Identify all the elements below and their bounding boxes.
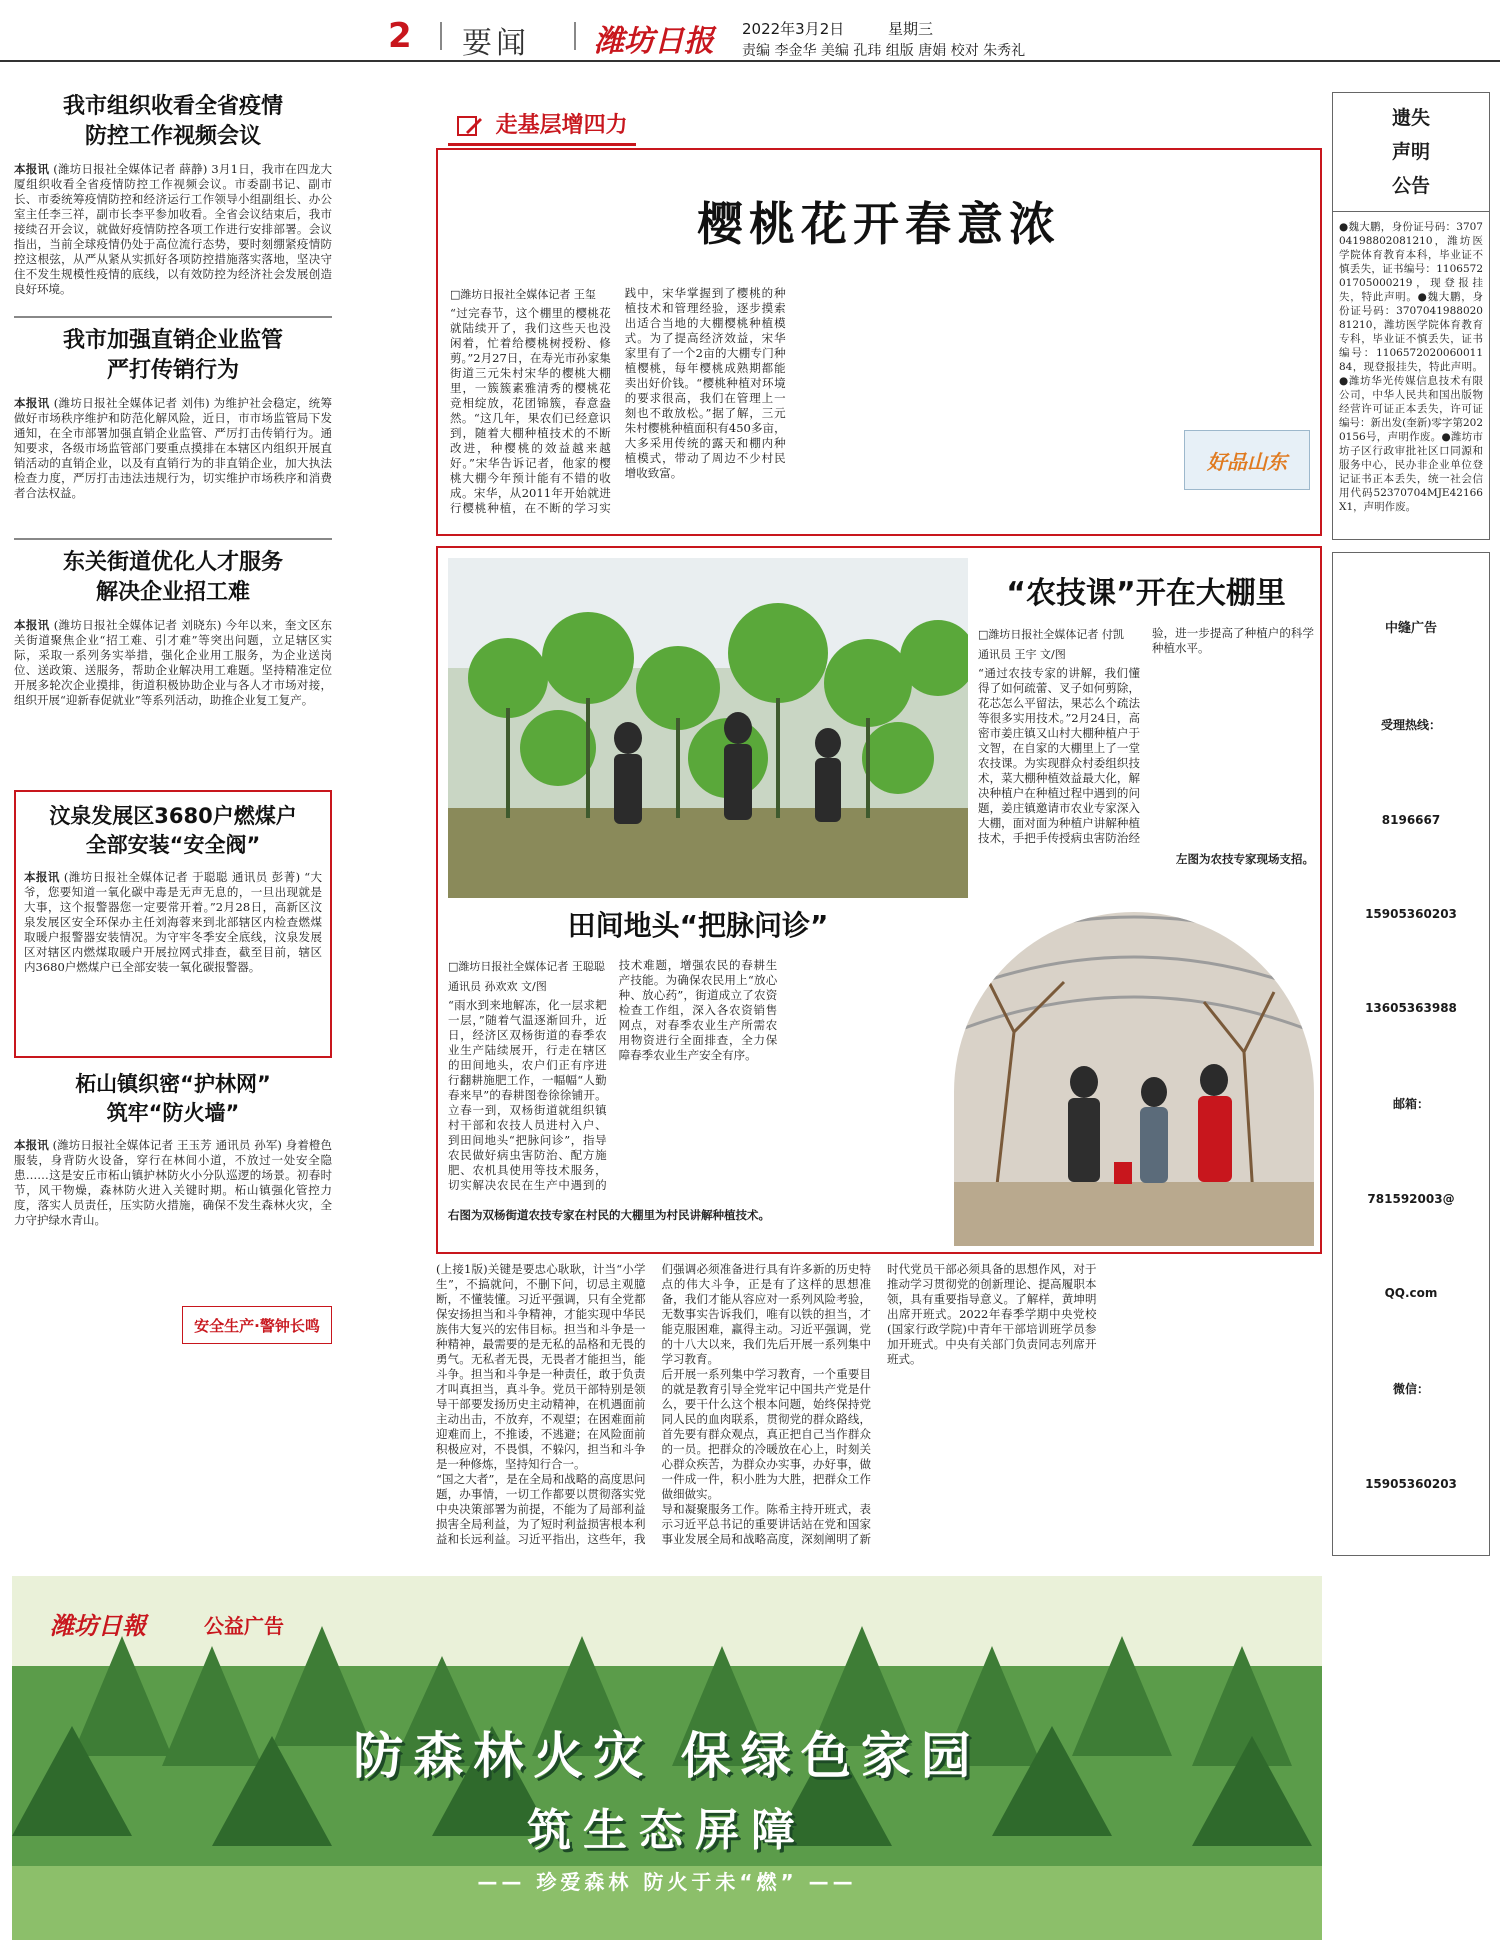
phone-number: 8196667 bbox=[1381, 813, 1441, 827]
photo-orchard-experts bbox=[448, 558, 968, 898]
article-cherry-blossom bbox=[436, 148, 1322, 536]
article-title: 东关街道优化人才服务 解决企业招工难 bbox=[62, 550, 283, 605]
ad-title: 中缝广告 bbox=[1384, 621, 1437, 636]
left-column bbox=[14, 92, 332, 1548]
phone-number: 15905360203 bbox=[1365, 907, 1457, 921]
banner-slogan-sub: 筑生态屏障 bbox=[527, 1805, 807, 1856]
article-forest-protection bbox=[14, 1070, 332, 1370]
divider bbox=[14, 538, 332, 540]
safety-stamp: 安全生产·警钟长鸣 bbox=[182, 1306, 332, 1344]
banner-tag: 公益广告 bbox=[204, 1614, 284, 1638]
article-body: 本报讯 (潍坊日报社全媒体记者 于聪聪 通讯员 彭菁) “大爷，您要知道一氧化碳中毒是无声无息的，一旦出现就是大事，这个报警器您一定要常开着。”2月28日，高新区汶泉发展区安全环保办主任刘海蓉来到北部辖区内检查燃煤取暖户报警器安装情况。为守牢冬季安全底线，汶泉发展区对辖区内燃煤取暖户开展拉网式排查，截至目前，辖区内3680户燃煤户已全部安装一氧化碳报警器。 bbox=[24, 870, 323, 974]
article-epidemic-meeting bbox=[14, 92, 332, 312]
public-service-banner bbox=[12, 1576, 1322, 1940]
article-title: “农技课”开在大棚里 bbox=[1006, 576, 1286, 611]
article-talent-service bbox=[14, 548, 332, 784]
article-group-agriculture bbox=[436, 546, 1322, 1254]
article-direct-sales bbox=[14, 326, 332, 534]
article-title: 我市组织收看全省疫情 防控工作视频会议 bbox=[62, 94, 283, 149]
good-shandong-logo: 好品山东 bbox=[1184, 430, 1310, 490]
article-title: 樱桃花开春意浓 bbox=[697, 197, 1061, 251]
article-body: 本报讯 (潍坊日报社全媒体记者 刘晓东) 今年以来，奎文区东关街道聚焦企业“招工难、引才难”等突出问题，立足辖区实际，采取一系列务实举措，强化企业用工服务，为企业送岗位、送政策、送服务，帮助企业解决用工难题。坚持精准定位开展多轮次企业摸排，街道积极协助企业与各人才市场对接，组织开展“迎新春促就业”等系列活动，助推企业复工复产。 bbox=[14, 618, 332, 707]
mailbox-domain: QQ.com bbox=[1384, 1286, 1438, 1300]
article-farm-tech-class bbox=[978, 558, 1314, 866]
article-body: 本报讯 (潍坊日报社全媒体记者 刘伟) 为维护社会稳定，统筹做好市场秩序维护和防范化解风险，近日，市市场监管局下发通知，在全市部署加强直销企业监管、严厉打击传销行为。通知要求，各级市场监管部门要重点摸排在本辖区内组织开展直销活动的直销企业，以及有直销行为的非直销企业，加大执法检查力度，严厉打击违法违规行为，切实维护市场秩序和消费者合法权益。 bbox=[14, 396, 332, 500]
wechat-value: 15905360203 bbox=[1365, 1477, 1457, 1491]
article-field-diagnosis bbox=[448, 906, 948, 1246]
article-title: 柘山镇织密“护林网” 筑牢“防火墙” bbox=[75, 1072, 271, 1125]
notice-list: ●魏大鹏，身份证号码：370704198802081210，潍坊医学院体育教育本科，毕业证不慎丢失，证书编号：110657201705000219，现登报挂失，特此声明。●魏大鹏，身份证号码：370704198802081210，潍坊医学院体育教育专科，毕业证不慎丢失，证书编号：110657202006001184，现登报挂失，特此声明。●潍坊华光传媒信息技术有限公司，中华人民共和国出版物经营许可证正本丢失，许可证编号：新出发(奎新)零字第2020156号，声明作废。●潍坊市坊子区行政审批社区口同源和服务中心，民办非企业单位登记证书正本丢失，统一社会信用代码52370704MJE42166X1，声明作废。 bbox=[1339, 221, 1483, 513]
mailbox-value: 781592003@ bbox=[1367, 1192, 1455, 1206]
photo-greenhouse bbox=[954, 912, 1314, 1246]
lost-notice-box bbox=[1332, 92, 1490, 540]
article-body-columns: □潍坊日报社全媒体记者 王聪聪 通讯员 孙欢欢 文/图 “雨水到来地解冻，化一层求耙一层，”随着气温逐渐回升，近日，经济区双杨街道的春季农业生产陆续展开，行走在辖区的田间地头，农户们正有序进行翻耕施肥工作，一幅幅“人勤春来早”的春耕图卷徐徐铺开。立春一到，双杨街道就组织镇村干部和农技人员进村入户、到田间地头“把脉问诊”，指导农民做好病虫害防治、配方施肥、农机具使用等技术服务，切实解决农民在生产中遇到的技术难题，增强农民的春耕生产技能。为确保农民用上“放心种、放心药”，街道成立了农资检查工作组，深入各农资销售网点，对春季农业生产所需农用物资进行全面排查，全力保障春季农业生产安全有序。 bbox=[448, 958, 778, 1192]
article-body-columns: □潍坊日报社全媒体记者 付凯 通讯员 王宇 文/图 “通过农技专家的讲解，我们懂得了如何疏蕾、叉子如何剪除，花芯怎么平留法，果芯么个疏法等很多实用技术。”2月24日，高密市姜庄镇又山村大棚种植户于文智，在自家的大棚里上了一堂农技课。为实现群众村委组织技术，菜大棚种植效益最大化，解决种植户在种植过程中遇到的问题，姜庄镇邀请市农业专家深入大棚，面对面为种植户讲解种植技术，手把手传授病虫害防治经验，进一步提高了种植户的科学种植水平。 bbox=[978, 626, 1314, 845]
masthead-logo: 潍坊日报 bbox=[594, 24, 714, 59]
article-continued-from-page1: (上接1版)关键是要忠心耿耿，计当“小学生”，不搞就问，不删下问，切忌主观臆断，不懂装懂。习近平强调，只有全党都保安扬担当和斗争精神，才能实现中华民族伟大复兴的宏伟目标。担当和斗争是一种精神，最需要的是无私的品格和无畏的勇气。无私者无畏，无畏者才能担当，能斗争。担当和斗争是一种责任，敢于负责才叫真担当，真斗争。党员干部特别是领导干部要发扬历史主动精神，在机遇面前主动出击，不放弃，不观望；在困难面前迎难而上，不推诿，不逃避；在风险面前积极应对，不畏惧，不躲闪，担当和斗争是一种修炼，坚持知行合一。 “国之大者”，是在全局和战略的高度思问题，办事情，一切工作都要以贯彻落实党中央决策部署为前提，不能为了局部利益损害全局利益，为了短时利益损害根本利益和长远利益。习近平指出，这些年，我们强调必须准备进行具有许多新的历史特点的伟大斗争，正是有了这样的思想准备，我们才能从容应对一系列风险考验，无数事实告诉我们，唯有以铁的担当，才能克服困难，赢得主动。习近平强调，党的十八大以来，我们先后开展一系列集中学习教育。 后开展一系列集中学习教育，一个重要目的就是教育引导全党牢记中国共产党是什么，要干什么这个根本问题，始终保持党同人民的血肉联系，贯彻党的群众路线，首先要有群众观点，真正把自己当作群众的一员。把群众的冷暖放在心上，时刻关心群众疾苦，为群众办实事，办好事，做一件成一件，积小胜为大胜，把群众工作做细做实。 导和凝聚服务工作。陈希主持开班式，表示习近平总书记的重要讲话站在党和国家事业发展全局和战略高度，深刻阐明了新时代党员干部必须具备的思想作风，对于推动学习贯彻党的创新理论、提高履职本领，具有重要指导意义。了解样，黄坤明出席开班式。2022年春季学期中央党校(国家行政学院)中青年干部培训班学员参加开班式。中央有关部门负责同志列席开班式。 bbox=[436, 1262, 1097, 1546]
header-divider bbox=[574, 22, 576, 50]
issue-date: 2022年3月2日 bbox=[742, 20, 845, 38]
issue-weekday: 星期三 bbox=[888, 20, 934, 38]
phone-number: 13605363988 bbox=[1365, 1001, 1457, 1015]
section-name: 要闻 bbox=[462, 26, 530, 61]
photo-caption: 左图为农技专家现场支招。 bbox=[1176, 852, 1314, 866]
editor-credits: 责编 李金华 美编 孔玮 组版 唐娟 校对 朱秀礼 bbox=[742, 43, 1026, 59]
banner-logo: 潍坊日報 bbox=[50, 1611, 146, 1640]
pen-icon bbox=[456, 114, 484, 138]
article-body-columns: □潍坊日报社全媒体记者 王玺 “过完春节，这个棚里的樱桃花就陆续开了，我们这些天也没闲着，忙着给樱桃树授粉、修剪。”2月27日，在寿光市孙家集街道三元朱村宋华的樱桃大棚里，一簇簇素雅清秀的樱桃花竞相绽放，花团锦簇，春意盎然。“这几年，果农们已经意识到，随着大棚种植技术的不断改进，种樱桃的效益越来越好。”宋华告诉记者，他家的樱桃大棚今年预计能有不错的收成。宋华，从2011年开始就进行樱桃种植，在不断的学习实践中，宋华掌握到了樱桃的种植技术和管理经验，逐步摸索出适合当地的大棚樱桃种植模式。为了提高经济效益，宋华家里有了一个2亩的大棚专门种植樱桃，每年樱桃成熟期都能卖出好价钱。“樱桃种植对环境的要求很高，我们在管理上一刻也不敢放松。”据了解，三元朱村樱桃种植面积有450多亩，大多采用传统的露天和棚内种植模式，带动了周边不少村民增收致富。 bbox=[450, 286, 786, 515]
hotline-label: 受理热线： bbox=[1380, 718, 1441, 732]
photo-caption: 右图为双杨街道农技专家在村民的大棚里为村民讲解种植技术。 bbox=[448, 1208, 770, 1222]
article-safety-valve bbox=[14, 790, 332, 1058]
classified-ad-box bbox=[1332, 552, 1490, 1556]
wechat-label: 微信： bbox=[1392, 1382, 1429, 1396]
article-title: 汶泉发展区3680户燃煤户 全部安装“安全阀” bbox=[49, 804, 297, 857]
notice-title: 遗失 声明 公告 bbox=[1391, 107, 1430, 197]
article-title: 田间地头“把脉问诊” bbox=[567, 909, 829, 942]
divider bbox=[14, 316, 332, 318]
article-body: 本报讯 (潍坊日报社全媒体记者 薛静) 3月1日，我市在四龙大厦组织收看全省疫情防控工作视频会议。市委副书记、副市长、市委统筹疫情防控和经济运行工作领导小组副组长、办公室主任李三祥，副市长李平参加收看。全省会议结束后，我市接续召开会议，就做好疫情防控各项工作进行安排部署。会议指出，当前全球疫情仍处于高位流行态势，要时刻绷紧疫情防控这根弦，从严从紧从实抓好各项防控措施落实落地，坚决守住不发生规模性疫情的底线，以有效防控为经济社会发展创造良好环境。 bbox=[14, 162, 332, 296]
article-title: 我市加强直销企业监管 严打传销行为 bbox=[62, 328, 283, 383]
article-body: 本报讯 (潍坊日报社全媒体记者 王玉芳 通讯员 孙军) 身着橙色服装，身背防火设备，穿行在林间小道，不放过一处安全隐患……这是安丘市柘山镇护林防火小分队巡逻的场景。初春时节，风干物燥，森林防火进入关键时期。柘山镇强化管控力度，落实人员责任，压实防火措施，确保不发生森林火灾，全力守护绿水青山。 bbox=[14, 1138, 332, 1227]
page-header bbox=[0, 0, 1500, 62]
banner-slogan-main: 防森林火灾 保绿色家园 bbox=[353, 1727, 981, 1785]
banner-slogan-tagline: —— 珍爱森林 防火于未“燃” —— bbox=[477, 1870, 857, 1894]
divider bbox=[1333, 211, 1489, 212]
header-divider bbox=[440, 22, 442, 50]
mailbox-label: 邮箱： bbox=[1392, 1097, 1429, 1111]
page-number: 2 bbox=[388, 16, 412, 56]
column-tag: 走基层增四力 bbox=[448, 104, 636, 146]
